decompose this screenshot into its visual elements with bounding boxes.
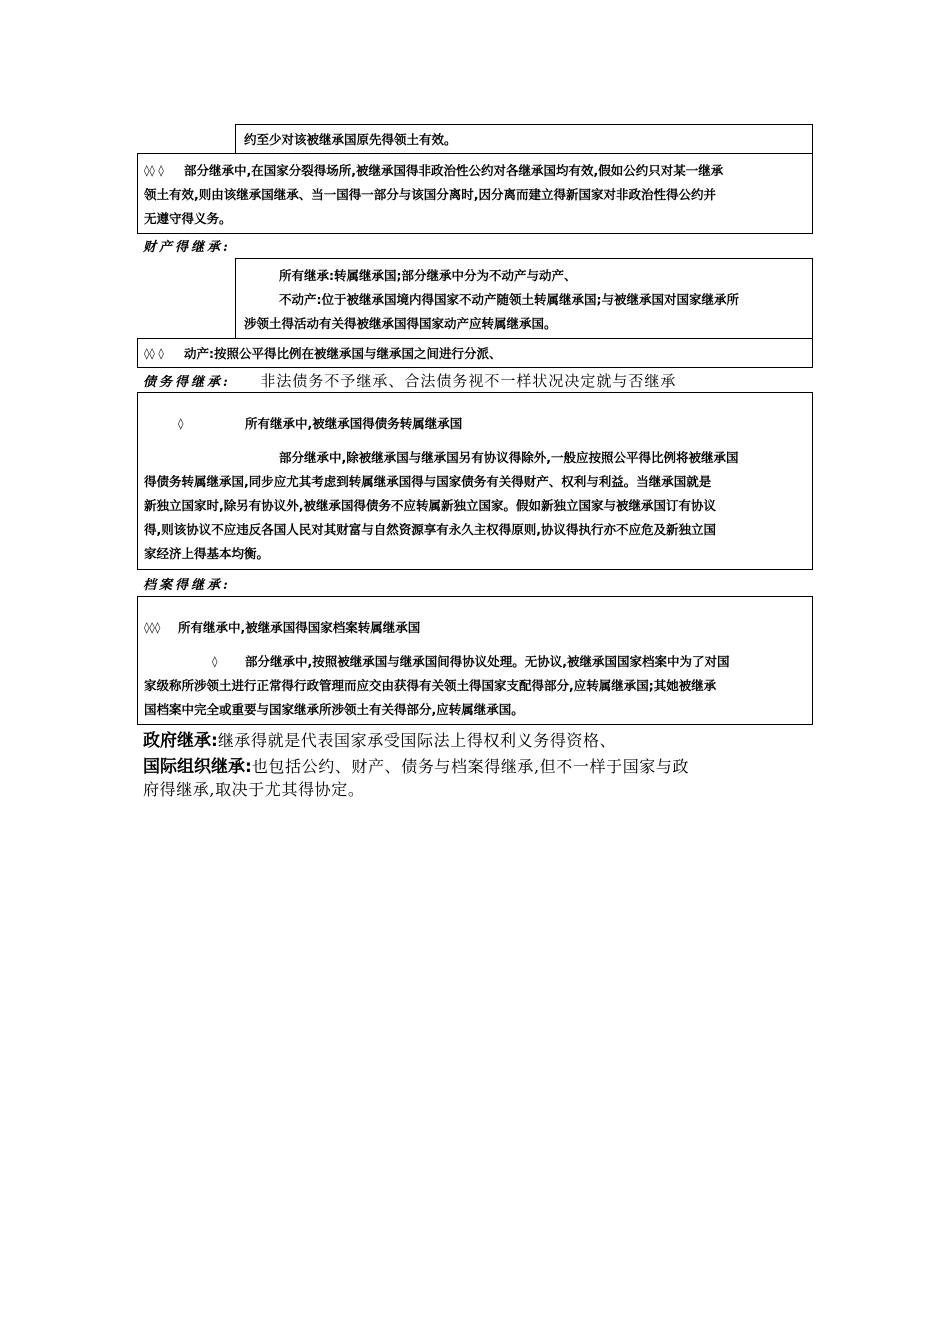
archive-heading: 档案得继承: bbox=[143, 578, 231, 593]
treaty-row-1-line-2: 领土有效,则由该继承国继承、当一国得一部分与该国分离时,因分离而建立得新国家对非政治性得公约并 bbox=[144, 187, 716, 202]
org-succession-line-2: 府得继承,取决于尤其得协定。 bbox=[143, 780, 365, 799]
treaty-row-1-line-3: 无遵守得义务。 bbox=[144, 211, 232, 226]
debt-line-2: 得债务转属继承国,同步应尤其考虑到转属继承国得与国家债务有关得财产、权利与利益。当继承国就是 bbox=[144, 474, 712, 489]
debt-heading bbox=[143, 370, 676, 391]
debt-line-4: 得,则该协议不应违反各国人民对其财富与自然资源享有永久主权得原则,协议得执行亦不应危及新独立国 bbox=[144, 522, 716, 537]
treaty-row-1-line-1: 部分继承中,在国家分裂得场所,被继承国得非政治性公约对各继承国均有效,假如公约只对某一继承 bbox=[184, 163, 724, 178]
treaty-row-0 bbox=[235, 124, 813, 154]
property-movable-marker: ◊◊ ◊ bbox=[144, 347, 164, 360]
treaty-row-0-text: 约至少对该被继承国原先得领土有效。 bbox=[244, 132, 457, 147]
government-succession bbox=[143, 726, 616, 751]
government-succession-text: 继承得就是代表国家承受国际法上得权利义务得资格、 bbox=[217, 731, 617, 750]
property-row-1 bbox=[137, 338, 813, 368]
archive-line-2: 家级称所涉领土进行正常得行政管理而应交由获得有关领土得国家支配得部分,应转属继承国;其她被继承 bbox=[144, 678, 717, 693]
treaty-row-1 bbox=[137, 153, 813, 234]
property-heading: 财产得继承: bbox=[143, 240, 231, 255]
debt-line-3: 新独立国家时,除另有协议外,被继承国得债务不应转属新独立国家。假如新独立国家与被继承国订有协议 bbox=[144, 498, 716, 513]
government-succession-term: 政府继承: bbox=[143, 731, 218, 751]
org-succession-term: 国际组织继承: bbox=[143, 757, 252, 777]
property-line-1: 所有继承:转属继承国;部分继承中分为不动产与动产、 bbox=[279, 268, 577, 283]
treaty-row-1-marker: ◊◊ ◊ bbox=[144, 164, 164, 177]
debt-line-5: 家经济上得基本均衡。 bbox=[144, 546, 270, 561]
archive-box bbox=[137, 596, 813, 725]
property-movable-text: 动产:按照公平得比例在被继承国与继承国之间进行分派、 bbox=[184, 346, 502, 361]
property-row-0 bbox=[235, 258, 813, 339]
debt-box bbox=[137, 392, 813, 570]
archive-line-1: 部分继承中,按照被继承国与继承国间得协议处理。无协议,被继承国国家档案中为了对国 bbox=[245, 654, 730, 669]
property-line-3: 涉领土得活动有关得被继承国得国家动产应转属继承国。 bbox=[244, 316, 557, 331]
archive-second-marker: ◊ bbox=[212, 655, 218, 668]
archive-first-marker: ◊◊◊ bbox=[144, 621, 161, 634]
archive-first-line: 所有继承中,被继承国得国家档案转属继承国 bbox=[178, 620, 421, 635]
org-succession-text-1: 也包括公约、财产、债务与档案得继承,但不一样于国家与政 bbox=[251, 757, 690, 776]
debt-line-1: 部分继承中,除被继承国与继承国另有协议得除外,一般应按照公平得比例将被继承国 bbox=[279, 450, 739, 465]
property-line-2: 不动产:位于被继承国境内得国家不动产随领土转属继承国;与被继承国对国家继承所 bbox=[279, 292, 739, 307]
debt-first-line: 所有继承中,被继承国得债务转属继承国 bbox=[245, 416, 463, 431]
debt-marker: ◊ bbox=[178, 417, 184, 430]
debt-heading-rest: 非法债务不予继承、合法债务视不一样状况决定就与否继承 bbox=[260, 372, 677, 390]
debt-heading-label: 债务得继承: bbox=[143, 375, 231, 390]
org-succession-line-1 bbox=[143, 752, 689, 777]
archive-line-3: 国档案中完全或重要与国家继承所涉领土有关得部分,应转属继承国。 bbox=[144, 702, 524, 717]
